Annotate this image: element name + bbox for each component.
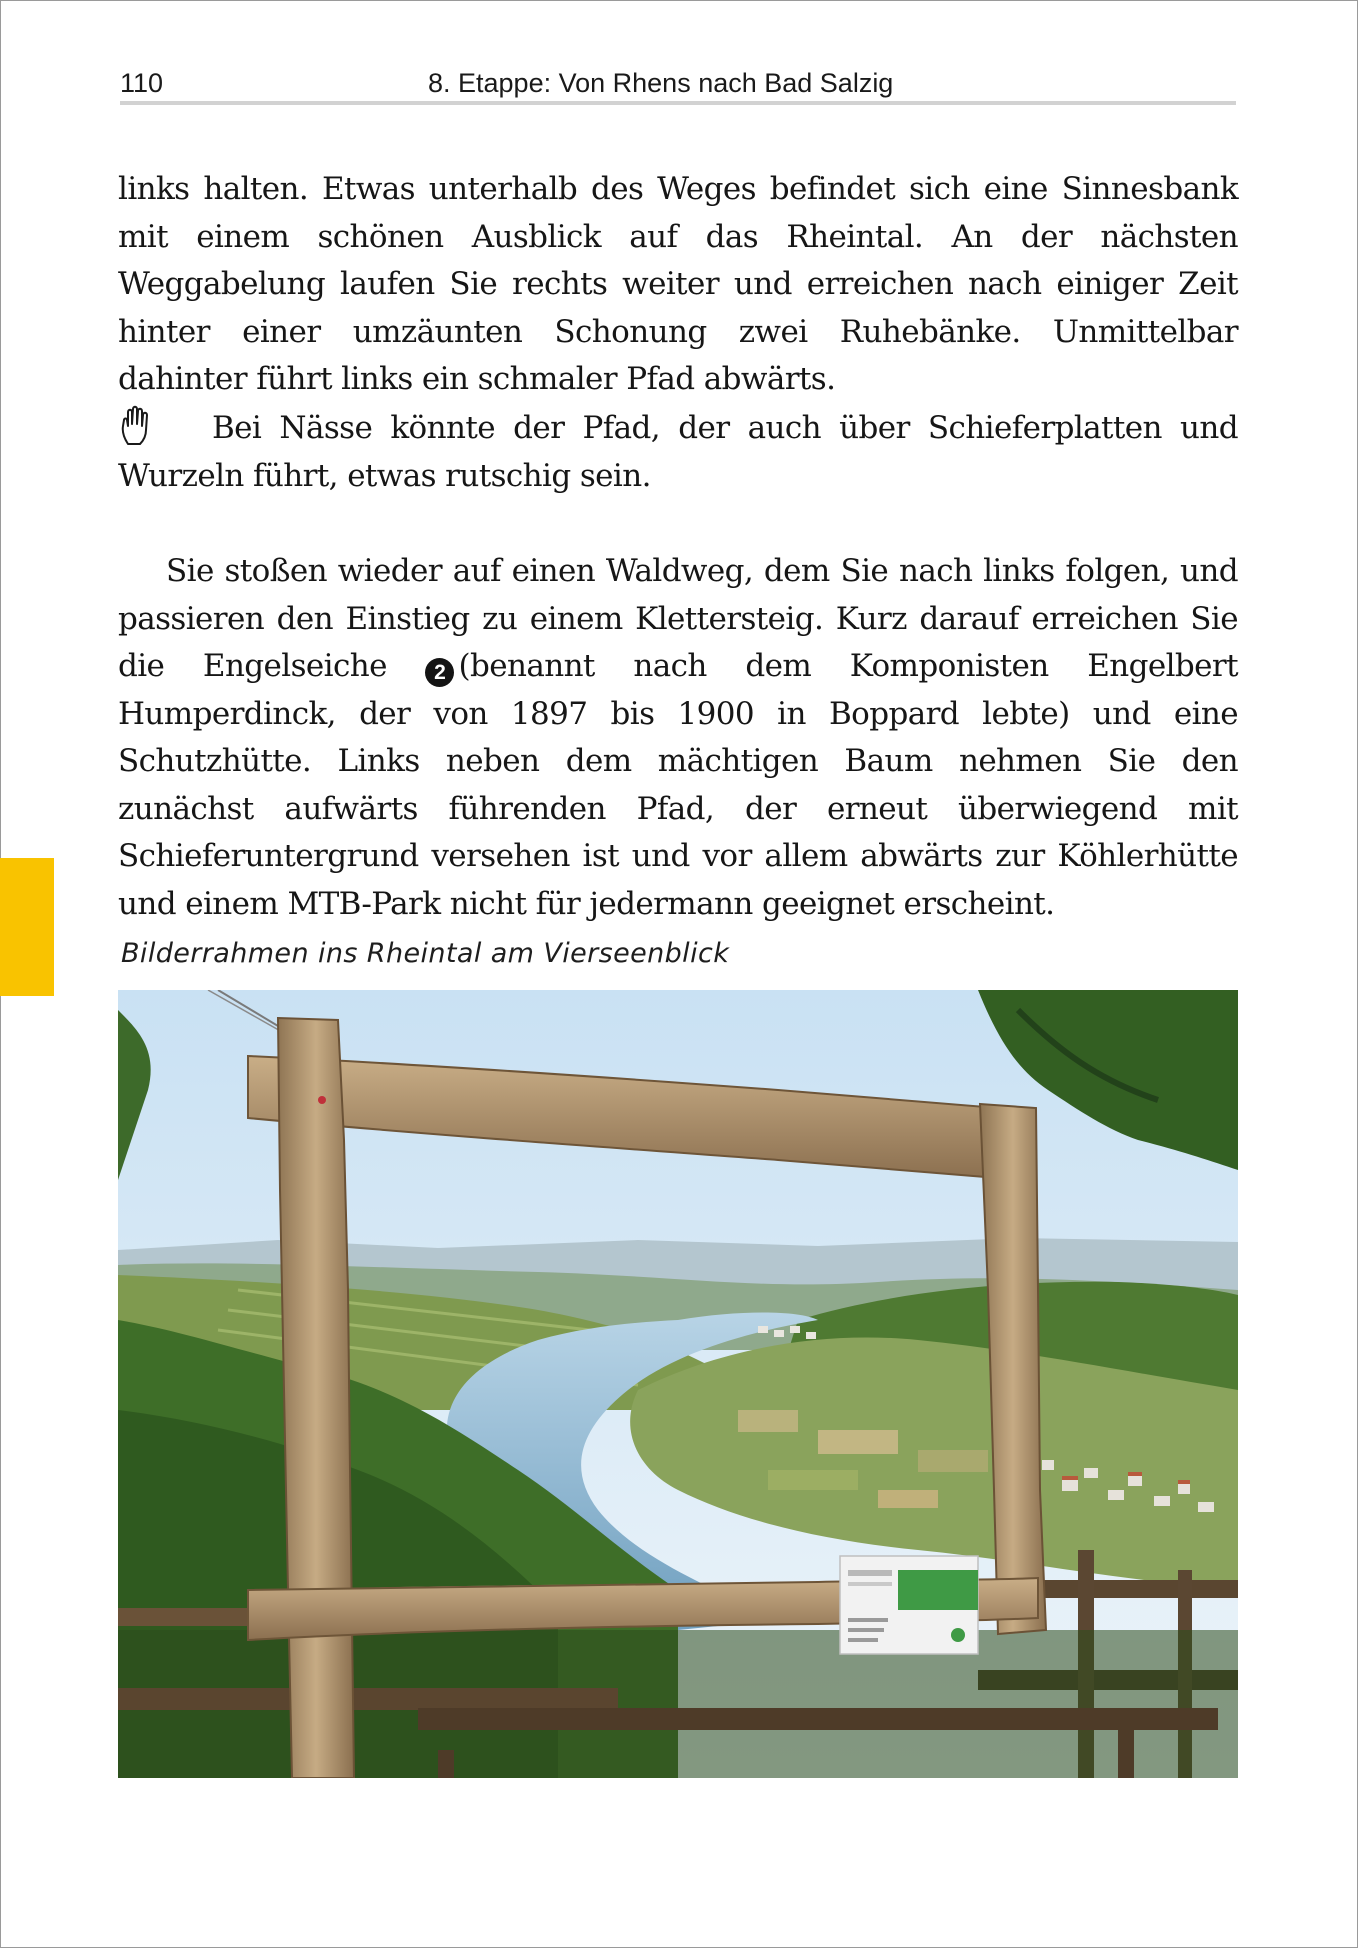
photo-caption: Bilderrahmen ins Rheintal am Vierseenblick — [121, 938, 730, 969]
running-header — [120, 68, 1236, 102]
chapter-side-tab — [0, 858, 54, 996]
hint-text: Bei Nässe könnte der Pfad, der auch über Schieferplatten und Wurzeln führt, etwas rutschig sein. — [118, 410, 1238, 494]
paragraph-3-part-2: (benannt nach dem Komponisten Engelbert Humperdinck, der von 1897 bis 1900 in Boppard lebte) und eine Schutzhütte. Links neben dem mächtigen Baum nehmen Sie den zunächst aufwärts führenden Pfad, der erneut überwiegend mit Schieferuntergrund versehen ist und vor allem abwärts zur Köhlerhütte und einem MTB-Park nicht für jedermann geeignet erscheint. — [118, 648, 1238, 922]
page-number: 110 — [120, 68, 164, 98]
rhine-valley-photo — [118, 990, 1238, 1778]
hand-icon — [118, 404, 158, 448]
paragraph-3-part-1: Sie stoßen wieder auf einen Waldweg, dem Sie nach links folgen, und passieren den Einstieg zu einem Klettersteig. Kurz darauf erreichen Sie die Engelseiche — [118, 553, 1238, 684]
chapter-title: 8. Etappe: Von Rhens nach Bad Salzig — [428, 68, 894, 98]
paragraph-2-hint — [118, 404, 1238, 500]
paragraph-1: links halten. Etwas unterhalb des Weges befindet sich eine Sinnesbank mit einem schönen Ausblick auf das Rheintal. An der nächsten Weggabelung laufen Sie rechts weiter und erreichen nach einiger Zeit hinter einer umzäunten Schonung zwei Ruhebänke. Unmittelbar dahinter führt links ein schmaler Pfad abwärts. — [118, 171, 1238, 397]
waypoint-number-badge: 2 — [425, 658, 454, 687]
header-rule — [120, 101, 1236, 105]
paragraph-3 — [118, 548, 1238, 928]
